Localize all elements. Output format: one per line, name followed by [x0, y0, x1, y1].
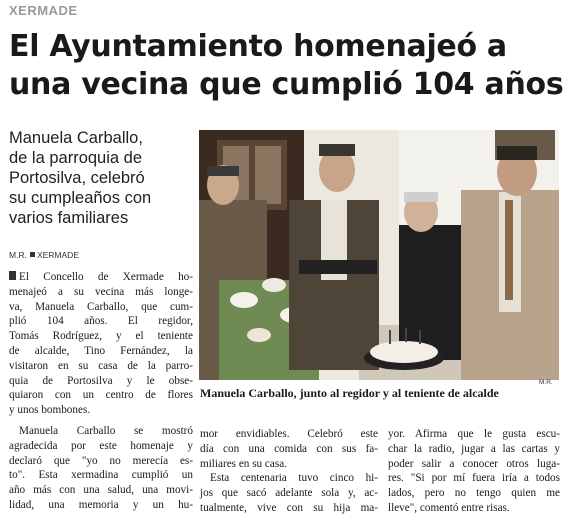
headline-line: El Ayuntamiento homenajeó a: [9, 29, 507, 64]
text-line: poder salir a conocer otros luga-: [388, 457, 560, 470]
text-line: de alcalde, Tino Fernández, la: [9, 344, 193, 357]
text-line: Manuela Carballo se mostró: [19, 424, 193, 437]
text-line: agradecida por este homenaje y: [9, 439, 193, 452]
text-line: lados, pero no tengo quien me: [388, 487, 560, 500]
paragraph: [9, 270, 193, 418]
section-label: XERMADE: [9, 3, 78, 18]
photo-caption: Manuela Carballo, junto al regidor y al teniente de alcalde: [200, 386, 499, 400]
text-line: char la radio, jugar a las cartas y: [388, 442, 560, 455]
text-line: menajeó a su vecina más longe-: [9, 285, 193, 298]
subtitle: [9, 128, 194, 228]
text-line: año más con una salud, una movi-: [9, 484, 193, 497]
text-line: jos que sacó adelante sola y, ac-: [200, 487, 378, 500]
text-line: visitaron en su casa de la parro-: [9, 359, 193, 372]
byline: [9, 250, 79, 260]
text-line: quiaron con un centro de flores: [9, 389, 193, 402]
square-icon: [30, 252, 35, 257]
text-line: declaró que "yo no merecía es-: [9, 454, 193, 467]
photo-credit: M.R.: [539, 379, 553, 386]
text-line: Tomás Rodríguez, y el teniente: [9, 330, 193, 343]
article-column-2: [200, 427, 378, 516]
text-line: día con una comida con sus fa-: [200, 442, 378, 455]
text-line: to". Esta xermadina cumplió un: [9, 469, 193, 482]
text-line: Esta centenaria tuvo cinco hi-: [210, 472, 378, 485]
subtitle-line: de la parroquia de: [9, 149, 143, 167]
byline-author: M.R.: [9, 250, 27, 260]
byline-place: XERMADE: [36, 250, 79, 260]
paragraph: [9, 424, 193, 513]
text-line: quia de Portosilva y le obse-: [9, 374, 193, 387]
paragraph-marker-icon: [9, 271, 16, 280]
text-line: miliares en su casa.: [200, 457, 287, 470]
headline: [9, 28, 564, 104]
text-line: va, Manuela Carballo, que cum-: [9, 300, 193, 313]
subtitle-line: varios familiares: [9, 209, 129, 227]
subtitle-line: su cumpleaños con: [9, 189, 152, 207]
text-line: plió 104 años. El regidor,: [9, 315, 193, 328]
photo-illustration: [199, 130, 559, 380]
subtitle-line: Manuela Carballo,: [9, 129, 143, 147]
headline-line: una vecina que cumplió 104 años: [9, 67, 564, 102]
text-line: yor. Afirma que le gusta escu-: [388, 428, 560, 440]
text-line: tualmente, vive con su hija ma-: [200, 501, 378, 514]
text-line: El Concello de Xermade ho-: [9, 270, 193, 285]
article-column-3: [388, 427, 560, 516]
subtitle-line: Portosilva, celebró: [9, 169, 145, 187]
text-line: res. "Si por mí fuera iría a todos: [388, 472, 560, 485]
text-line: lleve", comentó entre risas.: [388, 501, 510, 514]
text-line: lidad, una memoria y un hu-: [9, 498, 193, 511]
text-line: mor envidiables. Celebró este: [200, 428, 378, 440]
text-line: y unos bombones.: [9, 404, 91, 417]
photo: [199, 130, 559, 380]
article-column-1: [9, 270, 193, 513]
